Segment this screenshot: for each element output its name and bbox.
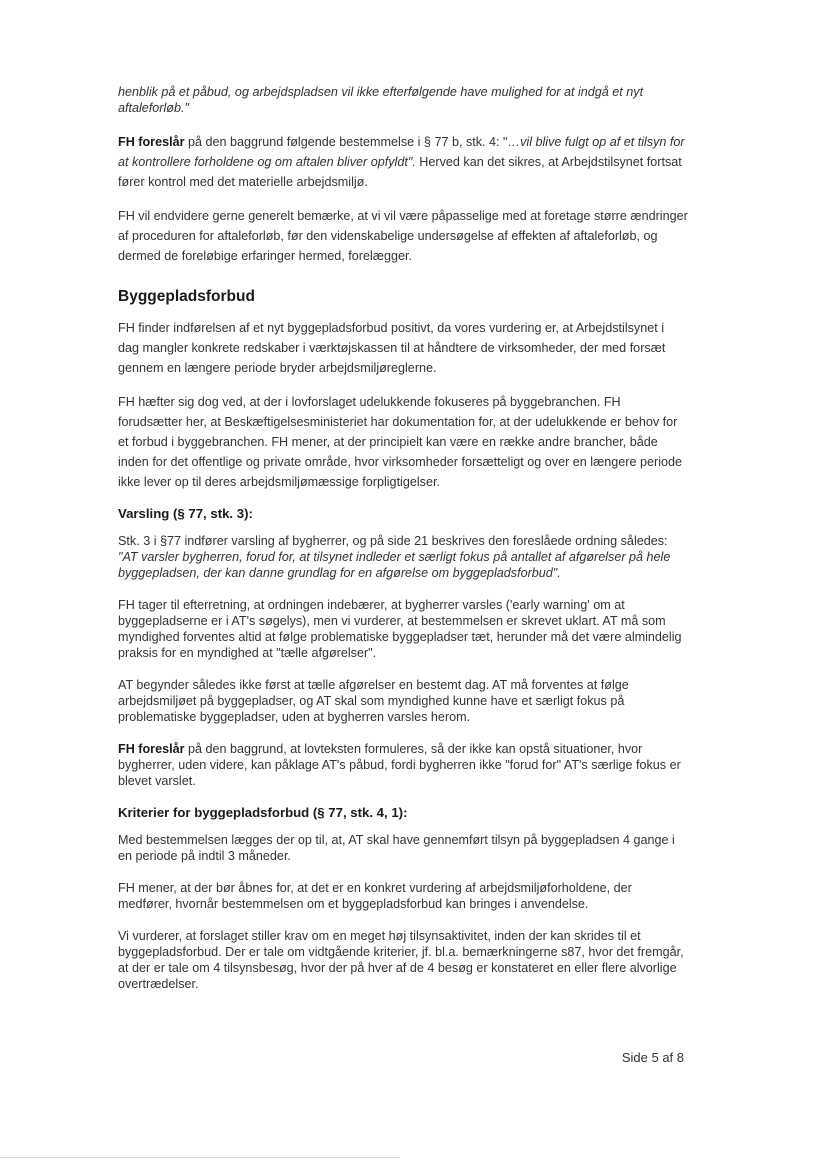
- paragraph-vi-vurderer: Vi vurderer, at forslaget stiller krav om en meget høj tilsynsaktivitet, inden der kan skrides til et byggepladsforbud. Der er tale om vidtgående kriterier, jf. bl.a. bemærkningerne s87, hvor det fremgår, at der er tale om 4 tilsynsbesøg, hvor der på hver af de 4 besøg er konstateret en eller flere alvorlige overtrædelser.: [118, 929, 684, 991]
- page-number: Side 5 af 8: [621, 1050, 684, 1065]
- paragraph-at-begynder: AT begynder således ikke først at tælle afgørelser en bestemt dag. AT må forventes at følge arbejdsmiljøet på byggepladser, og AT skal som myndighed kunne have et særligt fokus på problematiske byggepladser, uden at bygherren varsles herom.: [118, 678, 629, 724]
- heading-byggepladsforbud: Byggepladsforbud: [118, 288, 255, 305]
- paragraph-aftaleforloeb: FH vil endvidere gerne generelt bemærke, at vi vil være påpasselige med at foretage større ændringer af proceduren for aftaleforløb, før den videnskabelige undersøgelse af effekten af aftaleforløb, og dermed de foreløbige erfaringer hermed, forelægger.: [118, 209, 688, 263]
- paragraph-byggebranchen: FH hæfter sig dog ved, at der i lovforslaget udelukkende fokuseres på byggebranchen. FH forudsætter her, at Beskæftigelsesministeriet har dokumentation for, at der udelukkende er behov for et forbud i byggebranchen. FH mener, at der principielt kan være en række andre brancher, både inden for det offentlige og private område, hvor virksomheder forsætteligt og over en længere periode ikke lever op til deres arbejdsmiljømæssige forpligtigelser.: [118, 395, 683, 489]
- bold-lead: FH foreslår: [118, 135, 185, 149]
- document-body: [118, 84, 688, 1008]
- paragraph-fh-proposal-lovtekst: [118, 741, 688, 789]
- paragraph-efterretning: FH tager til efterretning, at ordningen indebærer, at bygherrer varsles ('early warning' om at byggepladserne er i AT's søgelys), men vi vurderer, at bestemmelsen er skrevet uklart. AT må som myndighed forventes altid at følge problematiske byggepladser tæt, herunder må det være almindelig praksis for en myndighed at "tælle afgørelser".: [118, 598, 682, 660]
- scan-artifact-line: [0, 1157, 400, 1158]
- paragraph-stk3: [118, 533, 688, 581]
- bold-lead: FH foreslår: [118, 742, 185, 756]
- heading-varsling: Varsling (§ 77, stk. 3):: [118, 506, 253, 521]
- paragraph-fh-proposal-77b: [118, 132, 688, 192]
- text: Herved kan det sikres, at Arbejdstilsynet fortsat fører kontrol med det materielle arbejdsmiljø.: [118, 155, 682, 189]
- paragraph-positive: FH finder indførelsen af et nyt byggepladsforbud positivt, da vores vurdering er, at Arbejdstilsynet i dag mangler konkrete redskaber i værktøjskassen til at håndtere de virksomheder, der med forsæt gennem en længere periode bryder arbejdsmiljøreglerne.: [118, 321, 666, 375]
- text: på den baggrund følgende bestemmelse i § 77 b, stk. 4: ": [184, 135, 508, 149]
- text: på den baggrund, at lovteksten formuleres, så der ikke kan opstå situationer, hvor bygherrer, uden videre, kan påklage AT's påbud, fordi bygherren ikke "forud for" AT's særlige fokus er blevet varslet.: [118, 742, 681, 788]
- text: Stk. 3 i §77 indfører varsling af bygherrer, og på side 21 beskrives den foreslåede ordning således:: [118, 534, 668, 548]
- italic-quote: "AT varsler bygherren, forud for, at tilsynet indleder et særligt fokus på antallet af afgørelser på hele byggepladsen, der kan danne grundlag for en afgørelse om byggepladsforbud".: [118, 550, 671, 580]
- paragraph-bestemmelsen: Med bestemmelsen lægges der op til, at, AT skal have gennemført tilsyn på byggepladsen 4 gange i en periode på indtil 3 måneder.: [118, 833, 675, 863]
- paragraph-continuation: [118, 84, 688, 116]
- heading-kriterier: Kriterier for byggepladsforbud (§ 77, stk. 4, 1):: [118, 805, 408, 820]
- italic-quote: …vil blive fulgt op af et tilsyn for at kontrollere forholdene og om aftalen bliver opfyldt".: [118, 135, 685, 169]
- italic-quote: henblik på et påbud, og arbejdspladsen vil ikke efterfølgende have mulighed for at indgå et nyt aftaleforløb.": [118, 85, 644, 115]
- paragraph-fh-mener: FH mener, at der bør åbnes for, at det er en konkret vurdering af arbejdsmiljøforholdene, der medfører, hvornår bestemmelsen om et byggepladsforbud kan bringes i anvendelse.: [118, 881, 632, 911]
